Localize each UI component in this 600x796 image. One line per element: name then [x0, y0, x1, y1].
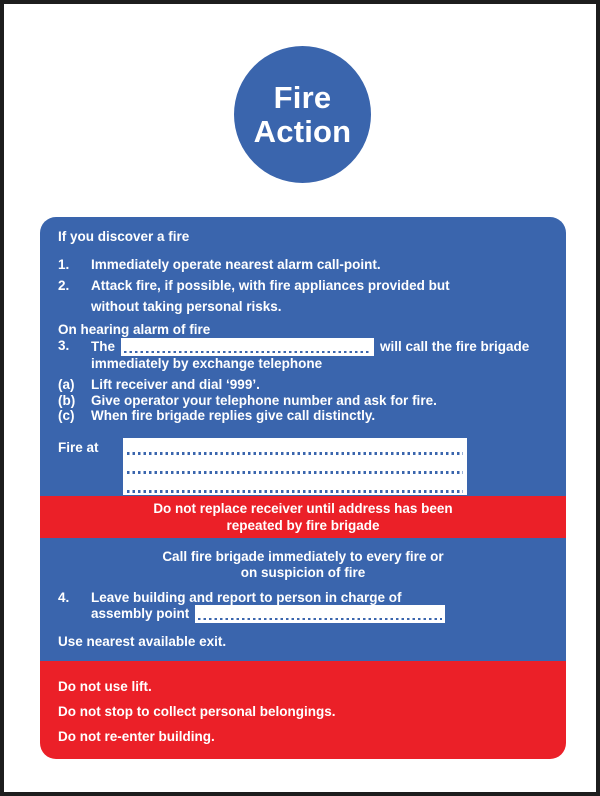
instruction-item-4 — [58, 590, 548, 623]
item-text: Lift receiver and dial ‘999’. — [91, 377, 260, 392]
address-dotted-line — [125, 438, 465, 457]
address-dotted-line — [125, 457, 465, 476]
sub-instruction-list — [58, 377, 548, 424]
fire-at-label: Fire at — [58, 439, 99, 455]
roundel-title-line2: Action — [253, 113, 352, 149]
item-number: (c) — [58, 408, 75, 423]
instruction-item-2 — [58, 275, 548, 317]
call-brigade-section — [40, 538, 566, 661]
discover-fire-section — [40, 217, 566, 496]
item-number: (a) — [58, 377, 75, 392]
exit-note: Use nearest available exit. — [58, 634, 227, 649]
instruction-panel — [40, 217, 566, 759]
item-text: When fire brigade replies give call distinctly. — [91, 408, 376, 423]
prohibition-line: Do not stop to collect personal belongings. — [58, 704, 336, 719]
warning-line1: Do not replace receiver until address has been — [153, 501, 453, 516]
item-number: 4. — [58, 590, 70, 605]
responsible-person-fill-blank — [121, 338, 374, 356]
item-text: Attack fire, if possible, with fire appliances provided but without taking personal risks. — [91, 278, 450, 314]
item-number: 1. — [58, 257, 70, 272]
hearing-alarm-heading: On hearing alarm of fire — [58, 322, 211, 337]
prohibition-section — [40, 661, 566, 759]
item-text: Give operator your telephone number and ask for fire. — [91, 392, 437, 408]
fire-at-address-box — [123, 438, 467, 495]
sub-item-b — [58, 393, 548, 409]
item-number: 2. — [58, 278, 70, 293]
address-dotted-line — [125, 476, 465, 495]
discover-list — [58, 254, 548, 317]
fire-action-roundel — [234, 46, 371, 183]
warning-line2: repeated by fire brigade — [226, 518, 380, 533]
item-text: The will call the fire brigade immediately by exchange telephone — [91, 339, 530, 371]
item-number: (b) — [58, 392, 76, 408]
item-text: Immediately operate nearest alarm call-point. — [91, 257, 381, 272]
fire-at-row — [58, 438, 548, 495]
receiver-warning-band — [40, 496, 566, 538]
assembly-point-fill-blank — [195, 605, 445, 623]
discover-heading: If you discover a fire — [58, 229, 190, 244]
prohibition-line: Do not use lift. — [58, 679, 152, 694]
instruction-item-1 — [58, 254, 548, 275]
sub-item-a — [58, 377, 548, 393]
prohibition-line: Do not re-enter building. — [58, 729, 215, 744]
sub-item-c — [58, 408, 548, 424]
item-number: 3. — [58, 338, 70, 353]
roundel-title-line1: Fire — [273, 79, 332, 115]
instruction-item-3 — [58, 338, 548, 372]
call-brigade-heading: Call fire brigade immediately to every fire or on suspicion of fire — [162, 549, 444, 580]
item-text: Leave building and report to person in charge of assembly point — [91, 590, 548, 623]
